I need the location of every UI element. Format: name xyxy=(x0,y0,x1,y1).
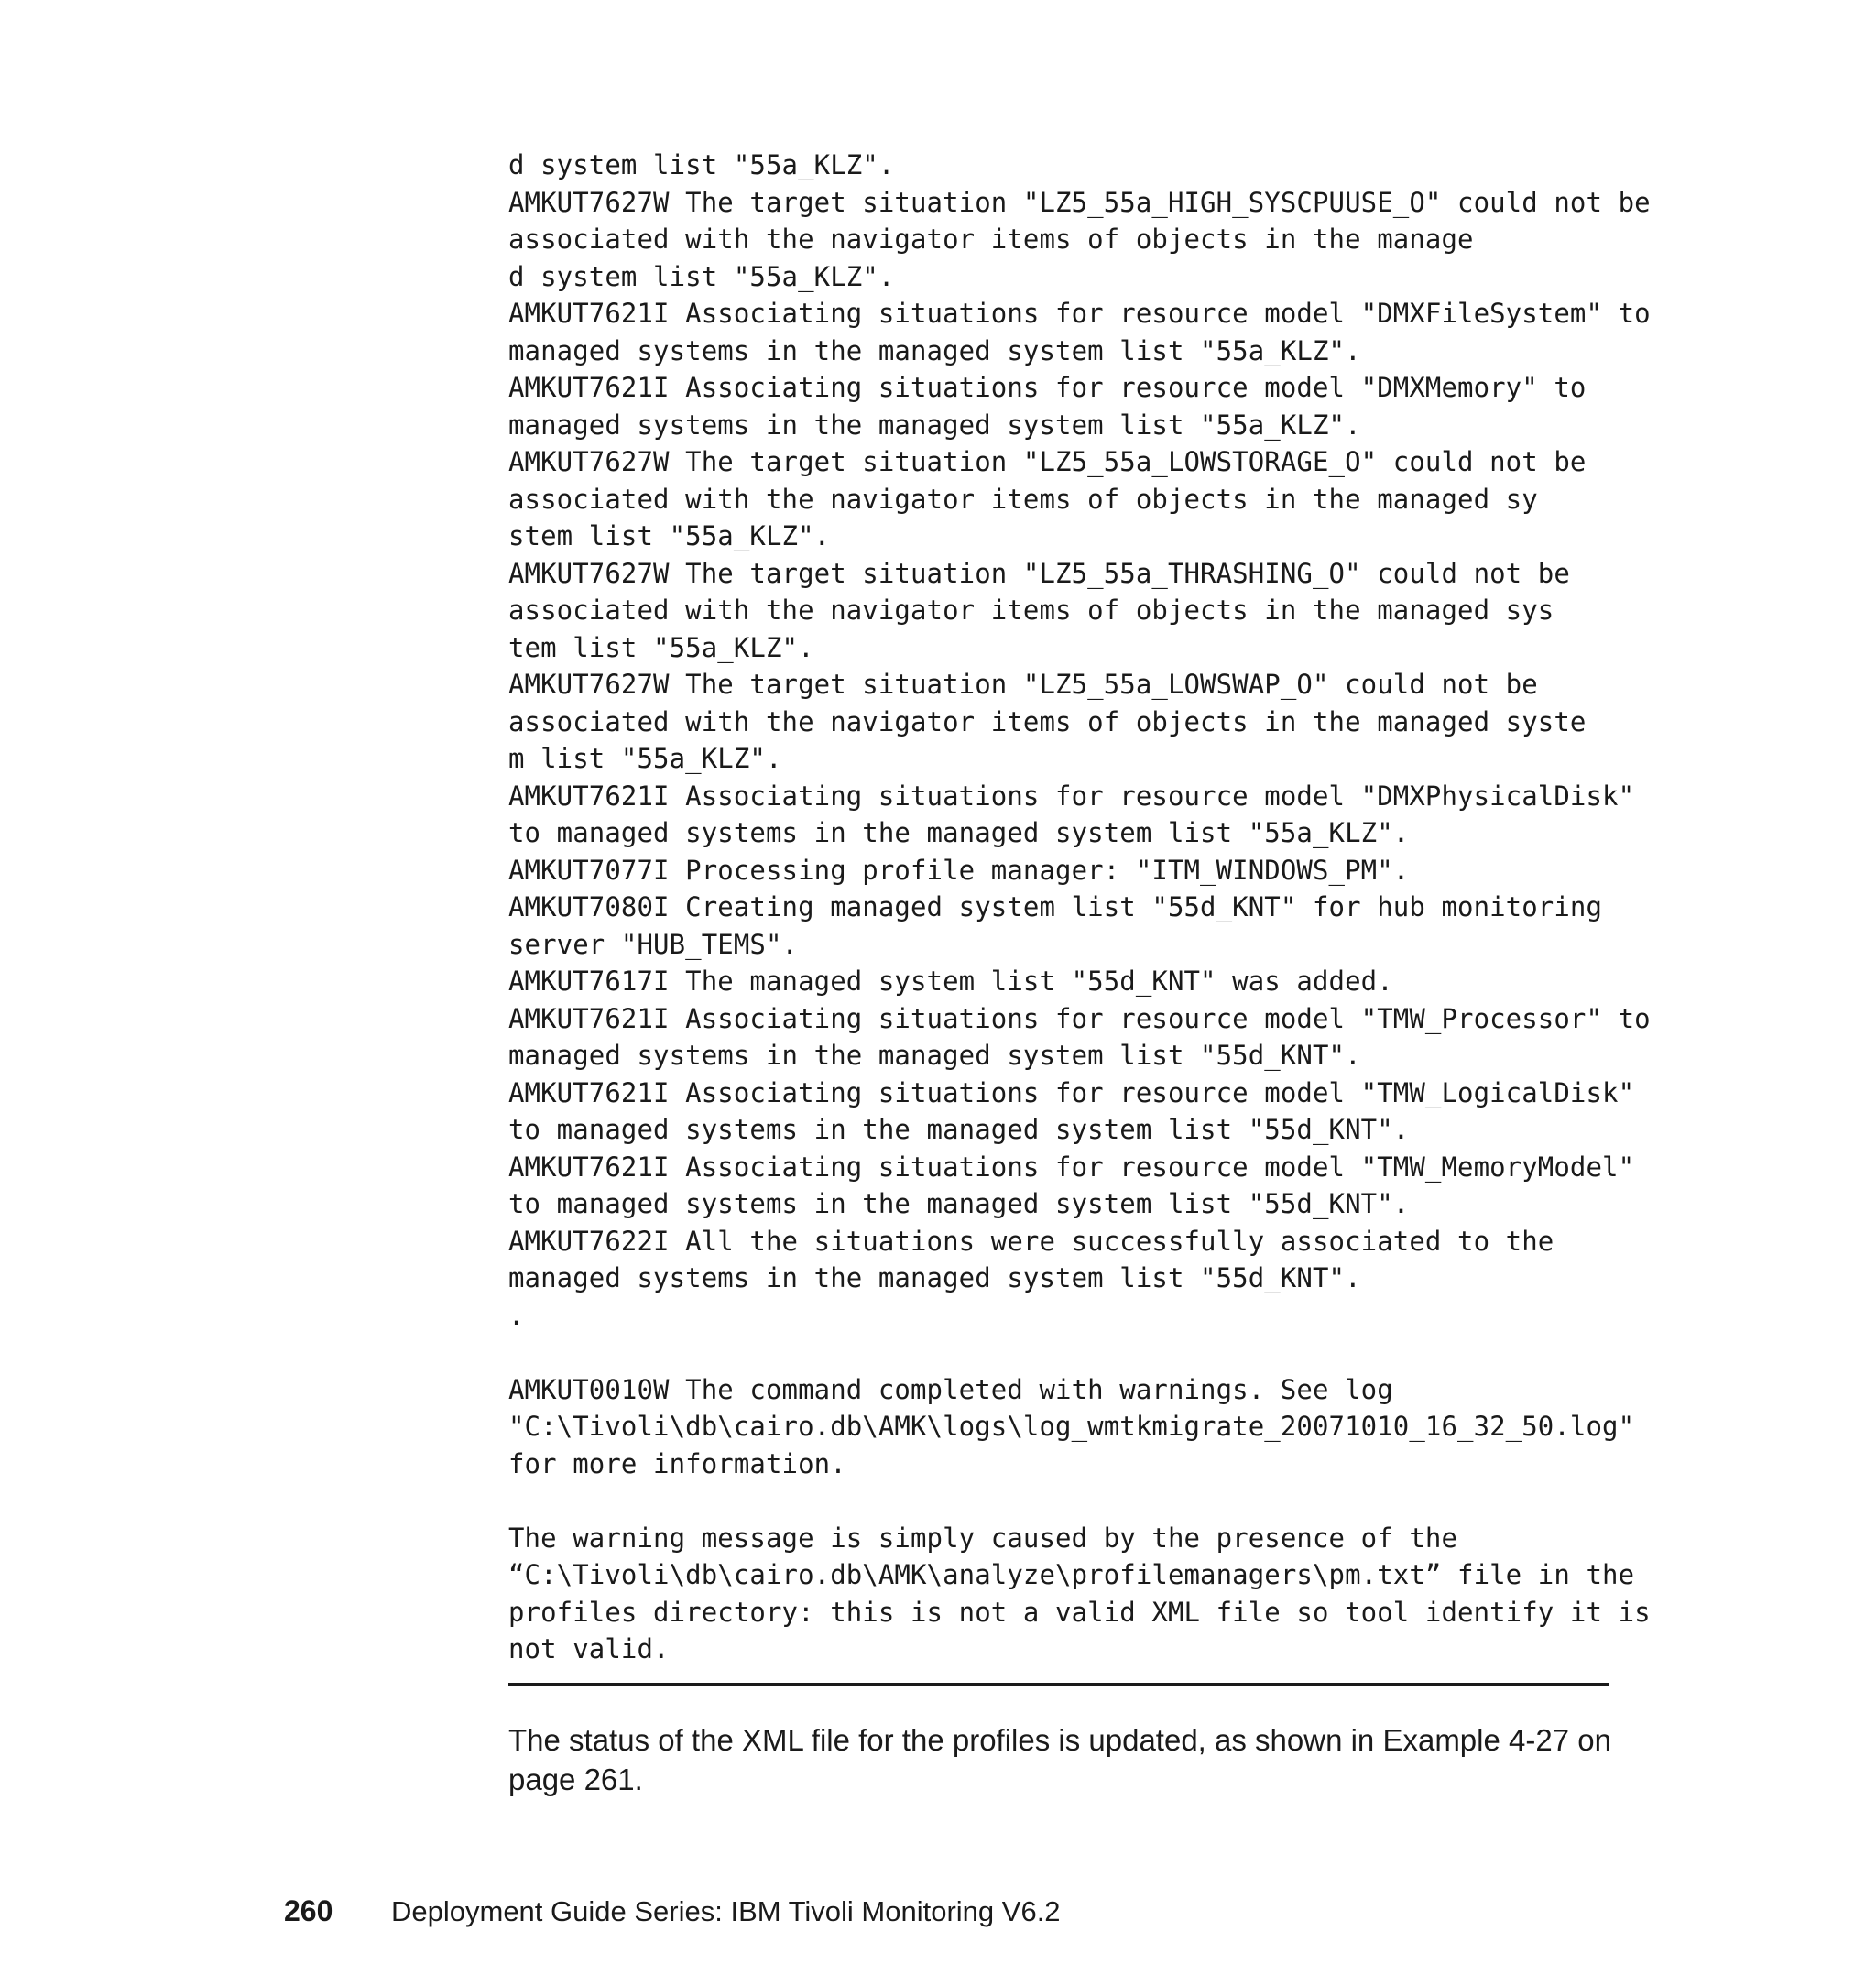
code-line: “C:\Tivoli\db\cairo.db\AMK\analyze\profilemanagers\pm.txt” file in the xyxy=(508,1559,1635,1590)
code-line: managed systems in the managed system list "55d_KNT". xyxy=(508,1262,1361,1293)
code-line xyxy=(508,1334,1608,1371)
code-line: associated with the navigator items of objects in the manage xyxy=(508,224,1474,255)
footer-title: Deployment Guide Series: IBM Tivoli Monitoring V6.2 xyxy=(391,1895,1061,1927)
code-line: AMKUT7627W The target situation "LZ5_55a_LOWSTORAGE_O" could not be xyxy=(508,446,1587,477)
code-line: AMKUT7627W The target situation "LZ5_55a_THRASHING_O" could not be xyxy=(508,557,1570,589)
body-paragraph: The status of the XML file for the profiles is updated, as shown in Example 4-27 on page 261. xyxy=(508,1723,1611,1796)
code-line xyxy=(508,1482,1608,1520)
code-line: for more information. xyxy=(508,1447,846,1479)
code-line: managed systems in the managed system list "55d_KNT". xyxy=(508,1040,1361,1071)
code-line: . xyxy=(508,1299,525,1331)
code-line: AMKUT7627W The target situation "LZ5_55a_LOWSWAP_O" could not be xyxy=(508,669,1538,700)
code-line: AMKUT7080I Creating managed system list "55d_KNT" for hub monitoring xyxy=(508,891,1603,922)
code-line: AMKUT7621I Associating situations for resource model "DMXMemory" to xyxy=(508,372,1587,403)
code-line: to managed systems in the managed system list "55d_KNT". xyxy=(508,1188,1410,1219)
code-line: managed systems in the managed system list "55a_KLZ". xyxy=(508,334,1361,366)
code-line: AMKUT0010W The command completed with warnings. See log xyxy=(508,1373,1393,1405)
code-line: "C:\Tivoli\db\cairo.db\AMK\logs\log_wmtkmigrate_20071010_16_32_50.log" xyxy=(508,1411,1635,1442)
code-line: to managed systems in the managed system list "55a_KLZ". xyxy=(508,817,1410,848)
code-line: d system list "55a_KLZ". xyxy=(508,149,895,180)
code-line: d system list "55a_KLZ". xyxy=(508,260,895,292)
code-line: profiles directory: this is not a valid XML file so tool identify it is xyxy=(508,1596,1651,1628)
code-line: AMKUT7621I Associating situations for resource model "TMW_LogicalDisk" xyxy=(508,1076,1635,1108)
code-line: associated with the navigator items of objects in the managed syste xyxy=(508,705,1587,737)
code-line: AMKUT7621I Associating situations for resource model "DMXFileSystem" to xyxy=(508,298,1651,329)
code-line: AMKUT7621I Associating situations for resource model "TMW_Processor" to xyxy=(508,1002,1651,1034)
code-line: The warning message is simply caused by the presence of the xyxy=(508,1522,1458,1554)
code-line: associated with the navigator items of objects in the managed sys xyxy=(508,595,1554,626)
page-footer xyxy=(284,1893,1061,1930)
code-line: AMKUT7622I All the situations were successfully associated to the xyxy=(508,1225,1554,1257)
code-example-block xyxy=(508,147,1651,1668)
code-line: to managed systems in the managed system list "55d_KNT". xyxy=(508,1114,1410,1145)
code-line: managed systems in the managed system list "55a_KLZ". xyxy=(508,409,1361,441)
code-line: AMKUT7627W The target situation "LZ5_55a_HIGH_SYSCPUUSE_O" could not be xyxy=(508,186,1651,218)
code-line: server "HUB_TEMS". xyxy=(508,928,799,960)
code-line: AMKUT7617I The managed system list "55d_KNT" was added. xyxy=(508,966,1393,997)
code-line: AMKUT7621I Associating situations for resource model "DMXPhysicalDisk" xyxy=(508,780,1635,812)
code-line: associated with the navigator items of objects in the managed sy xyxy=(508,483,1538,515)
code-line: m list "55a_KLZ". xyxy=(508,743,782,774)
code-line: AMKUT7077I Processing profile manager: "ITM_WINDOWS_PM". xyxy=(508,854,1410,886)
page-number: 260 xyxy=(284,1894,333,1927)
code-line: AMKUT7621I Associating situations for resource model "TMW_MemoryModel" xyxy=(508,1151,1635,1183)
example-bottom-rule xyxy=(508,1683,1609,1686)
code-line: stem list "55a_KLZ". xyxy=(508,520,831,551)
code-line: not valid. xyxy=(508,1633,670,1664)
code-line: tem list "55a_KLZ". xyxy=(508,631,814,663)
